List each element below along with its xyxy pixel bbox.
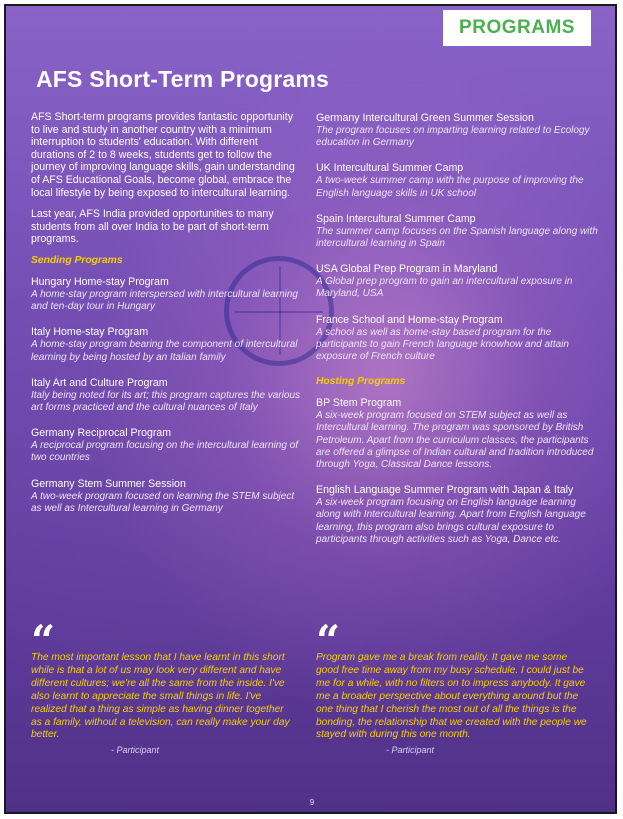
program-title: Italy Home-stay Program [31,326,149,339]
program-item [316,314,598,364]
program-description: A six-week program focused on STEM subject as well as Intercultural learning. The program was sponsored by British Petroleum. Apart from the curriculum classes, the participants are offered a glimpse of Indian cultural and tradition introduced through Yoga, Classical Dance lessons. [316,410,594,471]
program-title: Italy Art and Culture Program [31,376,168,389]
program-title: UK Intercultural Summer Camp [316,162,464,175]
quote-attribution: - Participant [386,745,435,756]
section-tab-label: PROGRAMS [459,17,575,38]
program-title: Spain Intercultural Summer Camp [316,212,476,225]
page-title: AFS Short-Term Programs [36,66,329,92]
program-description: A reciprocal program focusing on the intercultural learning of two countries [31,440,298,464]
program-title: Germany Reciprocal Program [31,427,172,440]
intro-paragraph: Last year, AFS India provided opportunities to many students from all over India to be part of short-term programs. [31,208,274,246]
program-title: Hungary Home-stay Program [31,275,169,288]
program-item [31,276,303,313]
program-title: France School and Home-stay Program [316,313,503,326]
program-title: BP Stem Program [316,397,402,410]
program-description: A home-stay program interspersed with intercultural learning and ten-day tour in Hungary [31,288,298,313]
program-title: English Language Summer Program with Japan & Italy [316,484,574,497]
program-item [31,377,303,414]
page-number: 9 [309,798,315,807]
quote-mark-icon: “ [31,616,56,665]
hosting-programs-heading: Hosting Programs [316,376,406,388]
program-description: A six-week program focusing on English language learning along with Intercultural learning. Apart from English language learning, this program also brings cultural exposure to participants through activities such as Yoga, Dance etc. [316,497,586,545]
program-title: USA Global Prep Program in Maryland [316,263,498,276]
participant-quote [316,616,588,757]
program-description: A Global prep program to gain an intercultural exposure in Maryland, USA [316,276,573,300]
quote-text: The most important lesson that I have learnt in this short while is that a lot of us may look very different and have different cultures; we're all the same from the inside. I've also learnt to appreciate the small things in life. I've realized that a thing as simple as having dinner together as a family, without a television, can really make your day better. [31,652,290,741]
intro-paragraph: AFS Short-term programs provides fantastic opportunity to live and study in another country with a minimum interruption to students' education. With different durations of 2 to 8 weeks, students get to follow the journey of improving language skills, gain understanding of AFS Educational Goals, become global, embrace the local lifestyle by being exposed to intercultural learning. [31,111,295,199]
brochure-page [4,4,617,814]
program-item [316,397,598,471]
program-item [316,263,598,300]
program-title: Germany Stem Summer Session [31,477,186,490]
right-column [316,112,598,559]
participant-quote [31,616,293,757]
section-tab [443,10,591,46]
left-column [31,111,303,528]
program-item [316,213,598,250]
program-description: The summer camp focuses on the Spanish language along with intercultural learning in Spain [316,225,598,250]
program-description: A two-week program focused on learning the STEM subject as well as Intercultural learning in Germany [31,490,295,514]
quote-text: Program gave me a break from reality. It gave me some good free time away from my busy schedule. I could just be me for a while, with no filters on to impress anybody. It gave me a broader perspective about everything around but the one thing that I cherish the most out of all the things is the bonding, the relationship that we created with the people we stayed with during this one month. [316,652,587,741]
program-item [31,427,303,464]
program-description: The program focuses on imparting learning related to Ecology education in Germany [316,125,590,149]
program-title: Germany Intercultural Green Summer Session [316,112,534,124]
program-item [31,478,303,515]
program-description: A two-week summer camp with the purpose of improving the English language skills in UK school [316,175,584,199]
program-description: Italy being noted for its art; this program captures the various art forms practiced and the cultural nuances of Italy [31,389,301,413]
program-item [316,484,598,546]
quote-mark-icon: “ [316,616,341,665]
program-description: A school as well as home-stay based program for the participants to gain French language knowhow and attain exposure of French culture [316,326,569,363]
program-item [31,326,303,363]
program-item [316,112,598,149]
program-description: A home-stay program bearing the component of intercultural learning by being hosted by an Italian family [31,339,298,363]
quote-attribution: - Participant [111,745,160,756]
program-item [316,162,598,199]
sending-programs-heading: Sending Programs [31,254,123,266]
